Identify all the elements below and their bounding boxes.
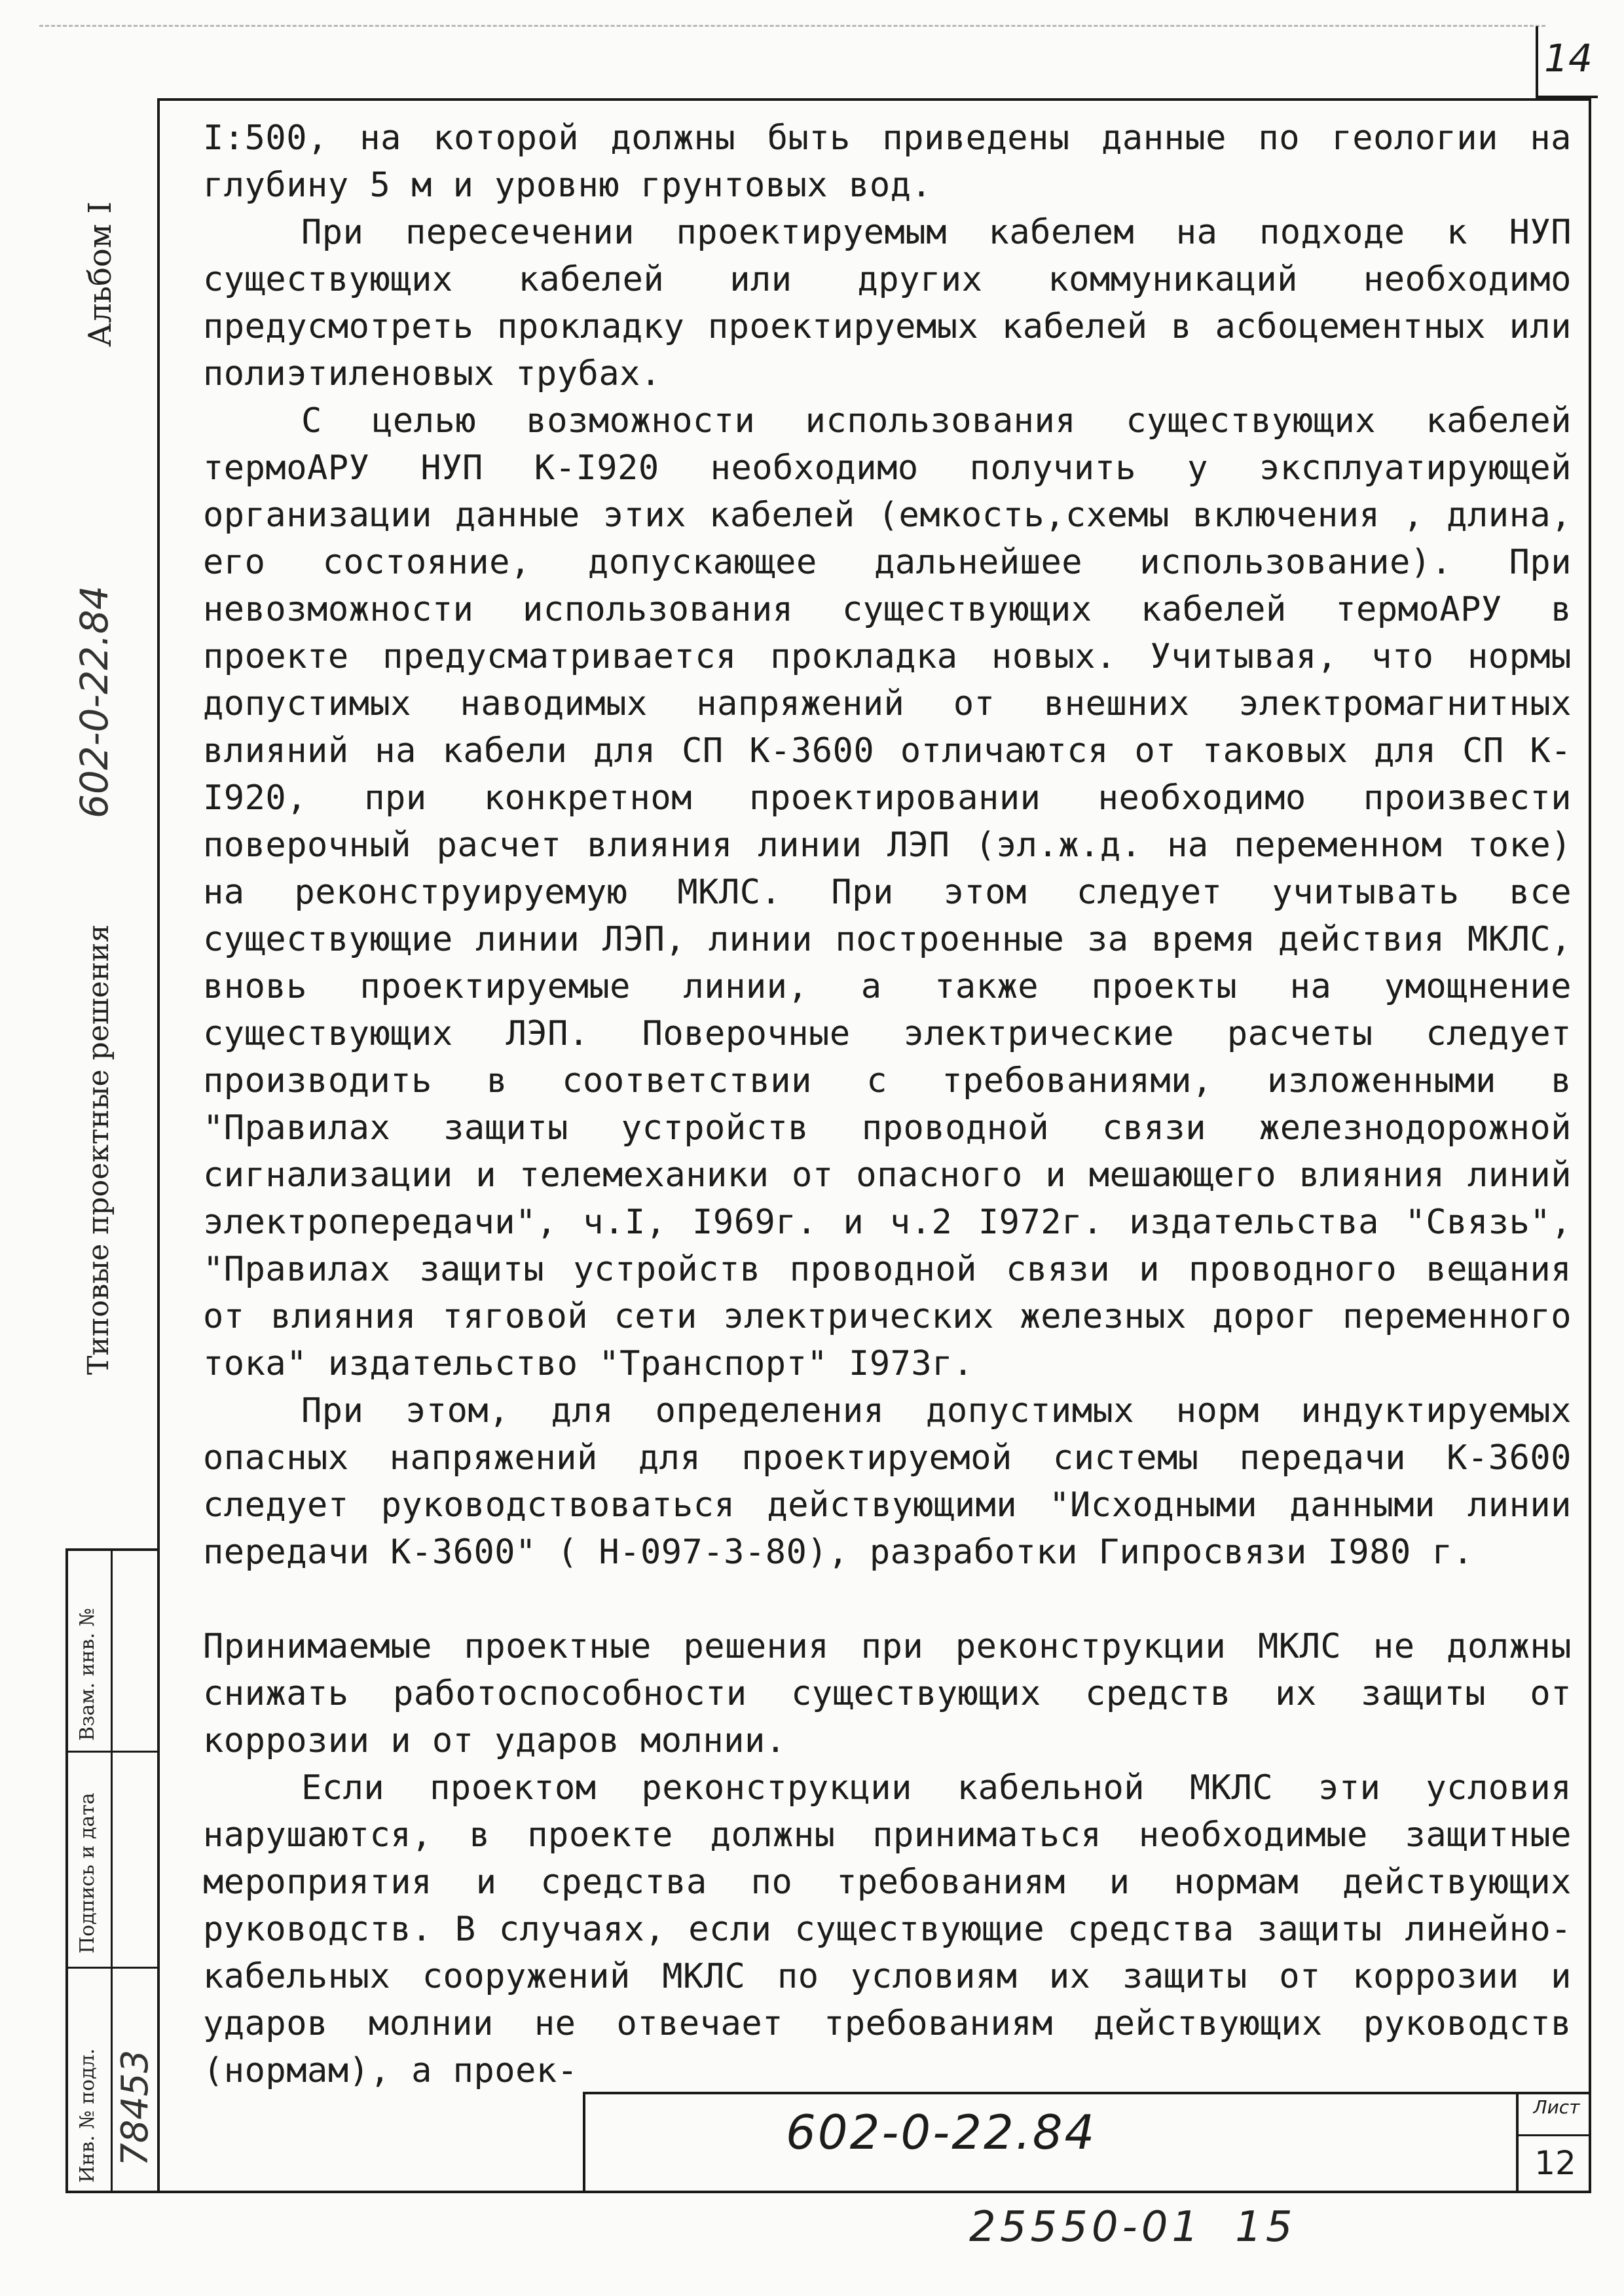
sheet-label: Лист — [1533, 2096, 1580, 2118]
title-block-border — [1516, 2092, 1519, 2193]
stamp-cell-signature-date: Подпись и дата — [76, 1793, 99, 1954]
stamp-row-divider — [68, 1751, 160, 1753]
stamp-row-divider — [68, 1967, 160, 1969]
archive-page: 15 — [1235, 2203, 1297, 2251]
stamp-divider — [111, 1551, 113, 2191]
paragraph: При этом, для определения допустимых норм индуктируемых опасных напряжений для проектируемой системы передачи К-3600 следует руководствоваться действующими "Исходными данными линии передачи К-3600" ( Н-097-3-80), разработки Гипросвязи I980 г. — [203, 1391, 1572, 1572]
archive-code: 25550-01 — [969, 2203, 1203, 2251]
stamp-column — [65, 1548, 157, 2193]
body-text — [203, 115, 1572, 2094]
paragraph: I:500, на которой должны быть приведены данные по геологии на глубину 5 м и уровню грунтовых вод. — [203, 118, 1572, 205]
top-dashed-line — [39, 25, 1545, 27]
inventory-number: 78453 — [114, 2049, 157, 2166]
side-series-title: Типовые проектные решения — [82, 924, 115, 1375]
title-block-border — [1516, 2134, 1591, 2136]
paragraph: При пересечении проектируемым кабелем на подходе к НУП существующих кабелей или других коммуникаций необходимо предусмотреть прокладку проектируемых кабелей в асбоцементных или полиэтиленовых трубах. — [203, 213, 1572, 393]
document-code: 602-0-22.84 — [786, 2105, 1097, 2160]
sheet-number: 12 — [1534, 2144, 1576, 2182]
corner-page-number: 14 — [1544, 36, 1593, 81]
paragraph: Принимаемые проектные решения при реконструкции МКЛС не должны снижать работоспособности существующих средств их защиты от коррозии и от ударов молнии. — [203, 1627, 1572, 1760]
paragraph: Если проектом реконструкции кабельной МКЛС эти условия нарушаются, в проекте должны приниматься необходимые защитные мероприятия и средства по требованиям и нормам действующих руководств. В случаях, если существующие средства защиты линейно-кабельных сооружений МКЛС по условиям их защиты от коррозии и ударов молнии не отвечает требованиям действующих руководств (нормам), а проек- — [203, 1768, 1572, 2090]
bottom-archive-code — [969, 2203, 1297, 2251]
paragraph: С целью возможности использования существующих кабелей термоАРУ НУП К-I920 необходимо получить у эксплуатирующей организации данные этих кабелей (емкость,схемы включения , длина, его состояние, допускающее дальнейшее использование). При невозможности использования существующих кабелей термоАРУ в проекте предусматривается прокладка новых. Учитывая, что нормы допустимых наводимых напряжений от внешних электромагнитных влияний на кабели для СП К-3600 отличаются от таковых для СП К-I920, при конкретном проектировании необходимо произвести поверочный расчет влияния линии ЛЭП (эл.ж.д. на переменном токе) на реконструируемую МКЛС. При этом следует учитывать все существующие линии ЛЭП, линии построенные за время действия МКЛС, вновь проектируемые линии, а также проекты на умощнение существующих ЛЭП. Поверочные электрические расчеты следует производить в соответствии с требованиями, изложенными в "Правилах защиты устройств проводной связи железнодорожной сигнализации и телемеханики от опасного и мешающего влияния линий электропередачи", ч.I, I969г. и ч.2 I972г. издательства "Связь", "Правилах защиты устройств проводной связи и проводного вещания от влияния тяговой сети электрических железных дорог переменного тока" издательство "Транспорт" I973г. — [203, 401, 1572, 1383]
side-album-label: Альбом I — [82, 201, 119, 347]
title-block-border — [583, 2092, 1591, 2094]
stamp-cell-replace-inv: Взам. инв. № — [76, 1607, 99, 1741]
side-series-number: 602-0-22.84 — [72, 585, 117, 818]
title-block-border — [583, 2092, 585, 2193]
stamp-cell-inv-original: Инв. № подл. — [76, 2048, 99, 2183]
